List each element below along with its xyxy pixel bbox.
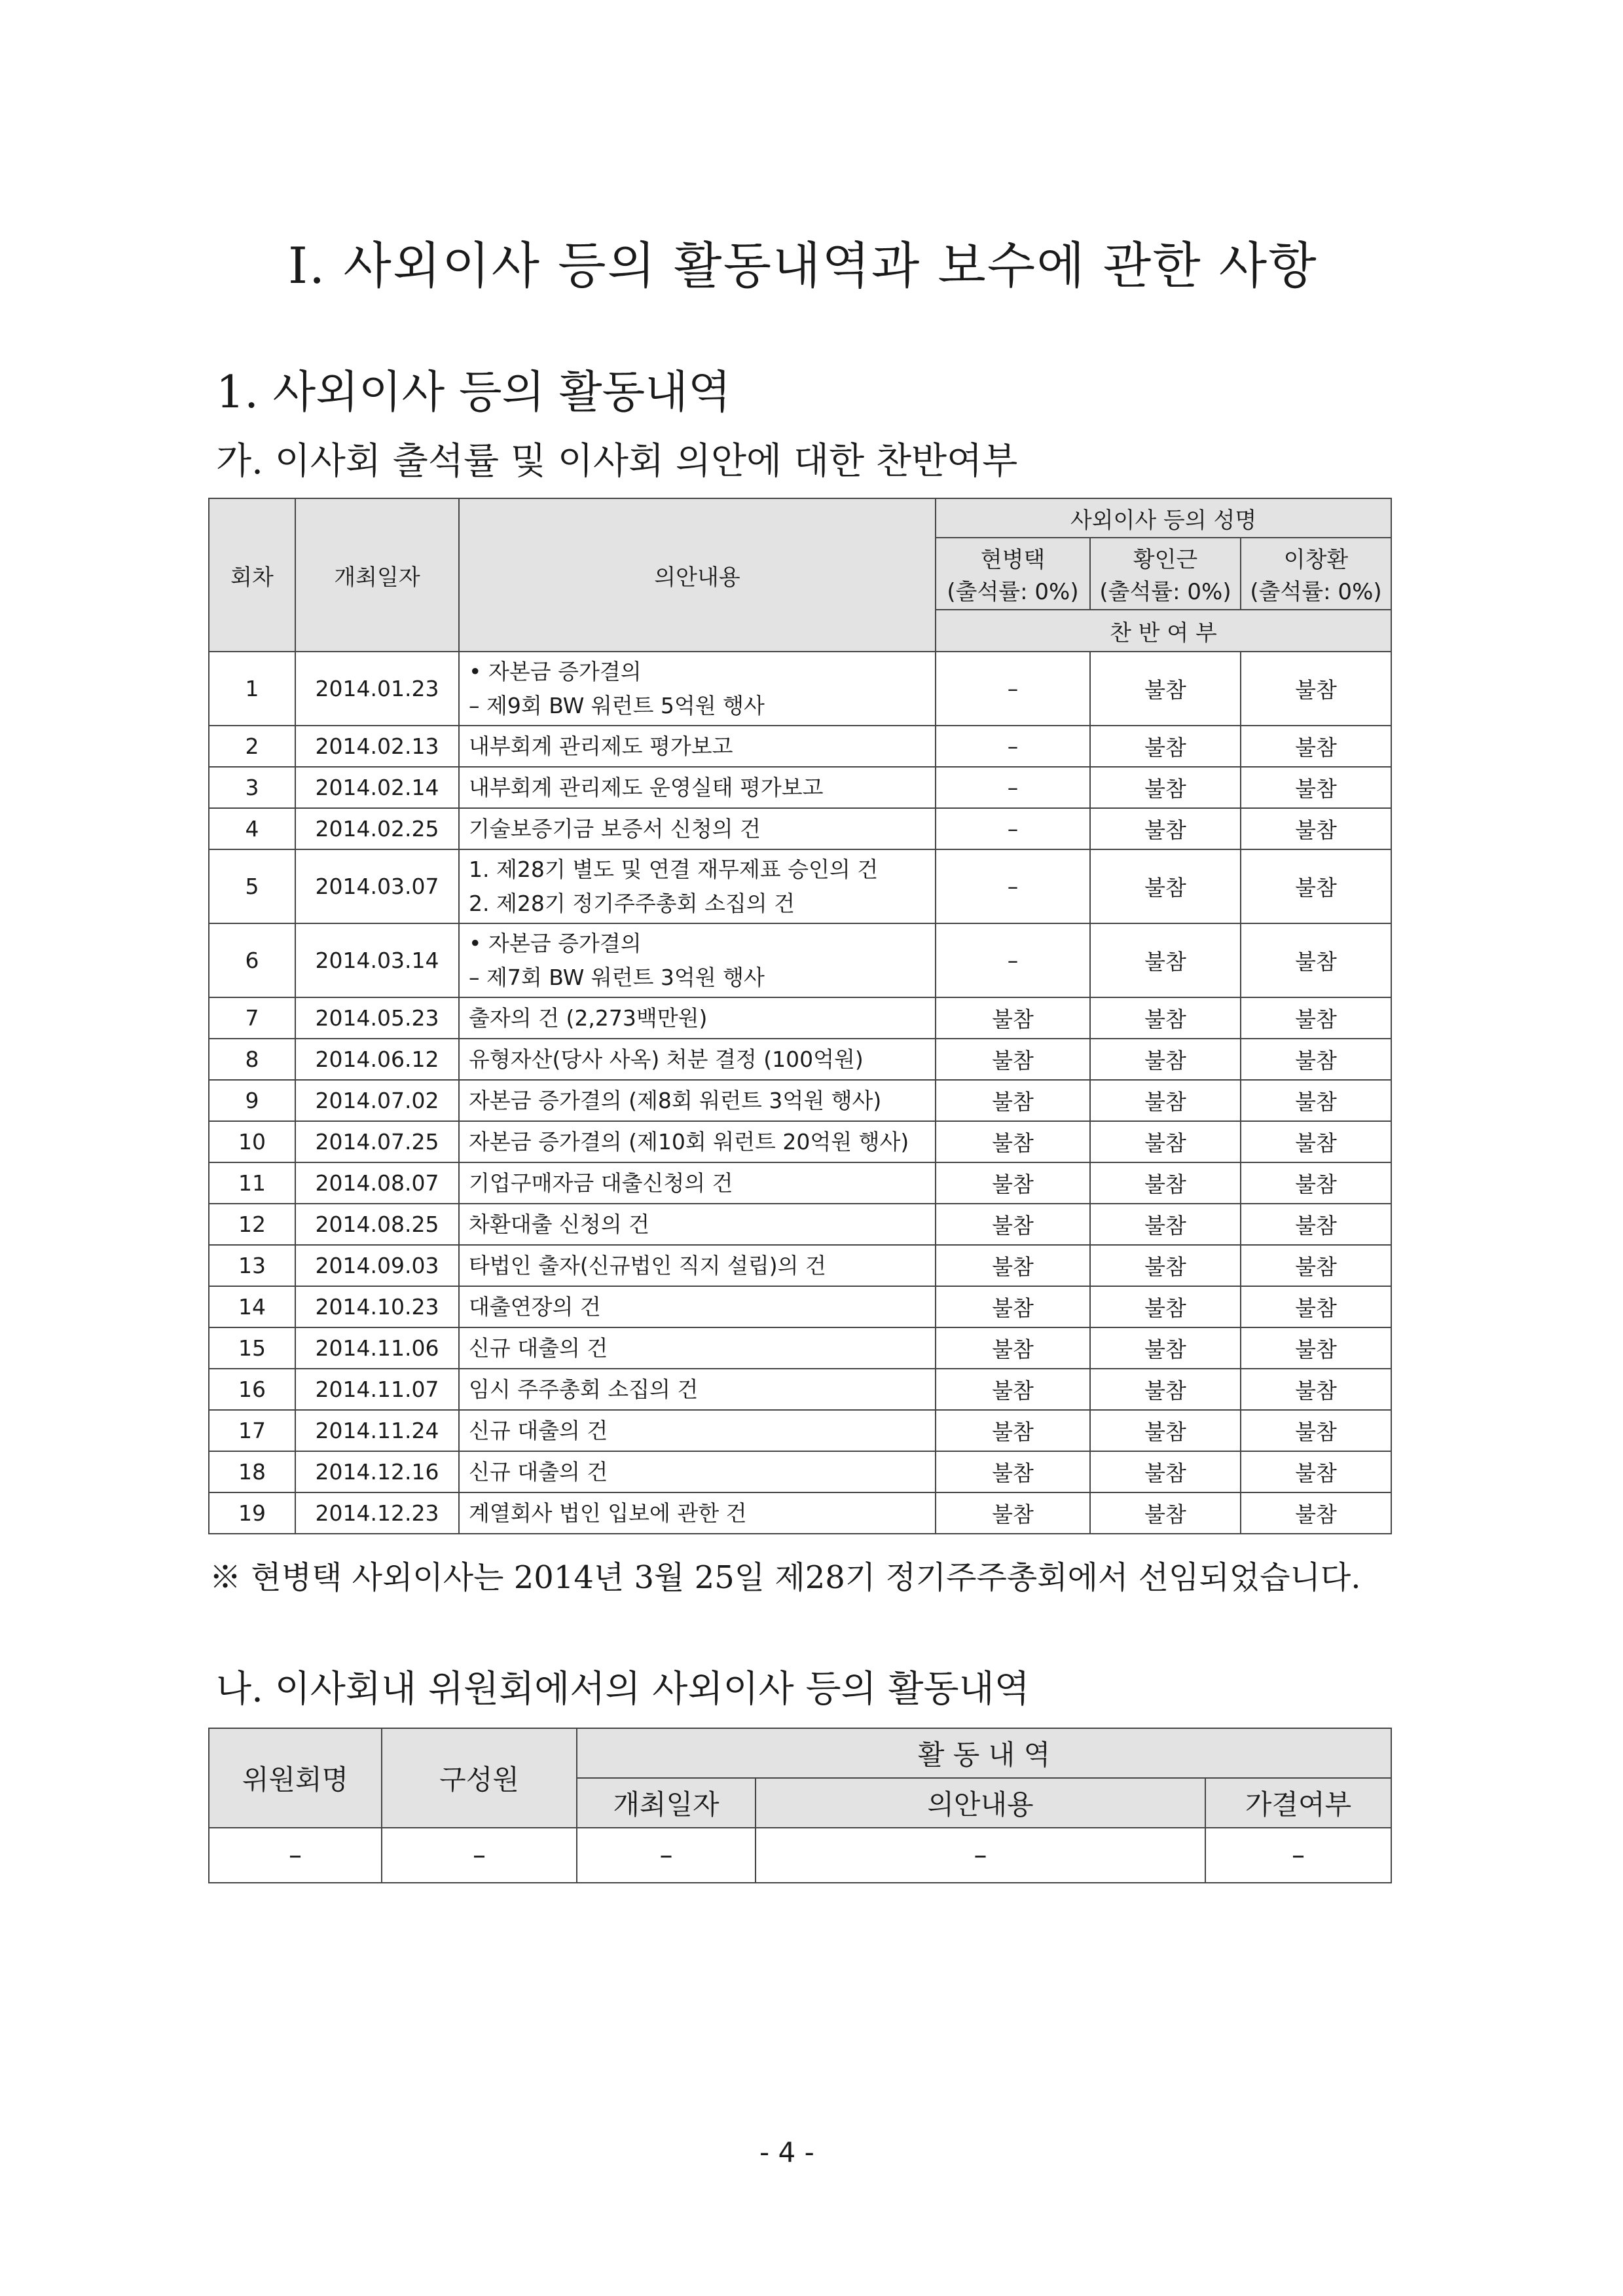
subsection-a-title: 가. 이사회 출석률 및 이사회 의안에 대한 찬반여부 <box>216 440 1018 483</box>
header-directors-group: 사외이사 등의 성명 <box>936 498 1391 538</box>
table-row: 2 2014.02.13 내부회계 관리제도 평가보고 – 불참 불참 <box>209 726 1391 767</box>
table-row: 12 2014.08.25 차환대출 신청의 건 불참 불참 불참 <box>209 1204 1391 1245</box>
subsection-b-title: 나. 이사회내 위원회에서의 사외이사 등의 활동내역 <box>216 1668 1030 1711</box>
header-activity: 활 동 내 역 <box>577 1728 1391 1778</box>
committee-activity-table <box>208 1728 1392 1883</box>
header-director-2: 황인근 (출석률: 0%) <box>1090 538 1241 610</box>
table-row: 1 2014.01.23 • 자본금 증가결의 – 제9회 BW 워런트 5억원 행사 – 불참 불참 <box>209 652 1391 726</box>
table-row: 18 2014.12.16 신규 대출의 건 불참 불참 불참 <box>209 1451 1391 1492</box>
section-title: 1. 사외이사 등의 활동내역 <box>216 367 731 418</box>
table-row: 8 2014.06.12 유형자산(당사 사옥) 처분 결정 (100억원) 불참 불참 불참 <box>209 1039 1391 1080</box>
table-row: 16 2014.11.07 임시 주주총회 소집의 건 불참 불참 불참 <box>209 1369 1391 1410</box>
table-row: 6 2014.03.14 • 자본금 증가결의 – 제7회 BW 워런트 3억원 행사 – 불참 불참 <box>209 923 1391 997</box>
header-director-1: 현병택 (출석률: 0%) <box>936 538 1090 610</box>
table-row: – – – – – <box>209 1828 1391 1883</box>
header-agenda: 의안내용 <box>459 498 936 652</box>
document-title: I. 사외이사 등의 활동내역과 보수에 관한 사항 <box>288 236 1318 295</box>
table-row: 19 2014.12.23 계열회사 법인 입보에 관한 건 불참 불참 불참 <box>209 1492 1391 1534</box>
table-row: 17 2014.11.24 신규 대출의 건 불참 불참 불참 <box>209 1410 1391 1451</box>
header-agenda: 의안내용 <box>756 1778 1205 1828</box>
header-result: 가결여부 <box>1205 1778 1391 1828</box>
table-row: 7 2014.05.23 출자의 건 (2,273백만원) 불참 불참 불참 <box>209 997 1391 1039</box>
header-members: 구성원 <box>382 1728 577 1828</box>
table-row: 15 2014.11.06 신규 대출의 건 불참 불참 불참 <box>209 1327 1391 1369</box>
header-approval: 찬 반 여 부 <box>936 610 1391 652</box>
header-round: 회차 <box>209 498 295 652</box>
table-row: 13 2014.09.03 타법인 출자(신규법인 직지 설립)의 건 불참 불참 불참 <box>209 1245 1391 1286</box>
board-attendance-table <box>208 498 1392 1534</box>
table-row: 5 2014.03.07 1. 제28기 별도 및 연결 재무제표 승인의 건 2. 제28기 정기주주총회 소집의 건 – 불참 불참 <box>209 849 1391 923</box>
table-row: 14 2014.10.23 대출연장의 건 불참 불참 불참 <box>209 1286 1391 1327</box>
header-director-3: 이창환 (출석률: 0%) <box>1241 538 1391 610</box>
table-row: 9 2014.07.02 자본금 증가결의 (제8회 워런트 3억원 행사) 불참 불참 불참 <box>209 1080 1391 1121</box>
header-committee: 위원회명 <box>209 1728 382 1828</box>
header-date: 개최일자 <box>295 498 459 652</box>
page-number: - 4 - <box>759 2136 814 2168</box>
table-row: 10 2014.07.25 자본금 증가결의 (제10회 워런트 20억원 행사) 불참 불참 불참 <box>209 1121 1391 1162</box>
table-row: 11 2014.08.07 기업구매자금 대출신청의 건 불참 불참 불참 <box>209 1162 1391 1204</box>
table-row: 4 2014.02.25 기술보증기금 보증서 신청의 건 – 불참 불참 <box>209 808 1391 849</box>
header-meeting-date: 개최일자 <box>577 1778 756 1828</box>
footnote: ※ 현병택 사외이사는 2014년 3월 25일 제28기 정기주주총회에서 선임되었습니다. <box>210 1559 1361 1596</box>
table-row: 3 2014.02.14 내부회계 관리제도 운영실태 평가보고 – 불참 불참 <box>209 767 1391 808</box>
